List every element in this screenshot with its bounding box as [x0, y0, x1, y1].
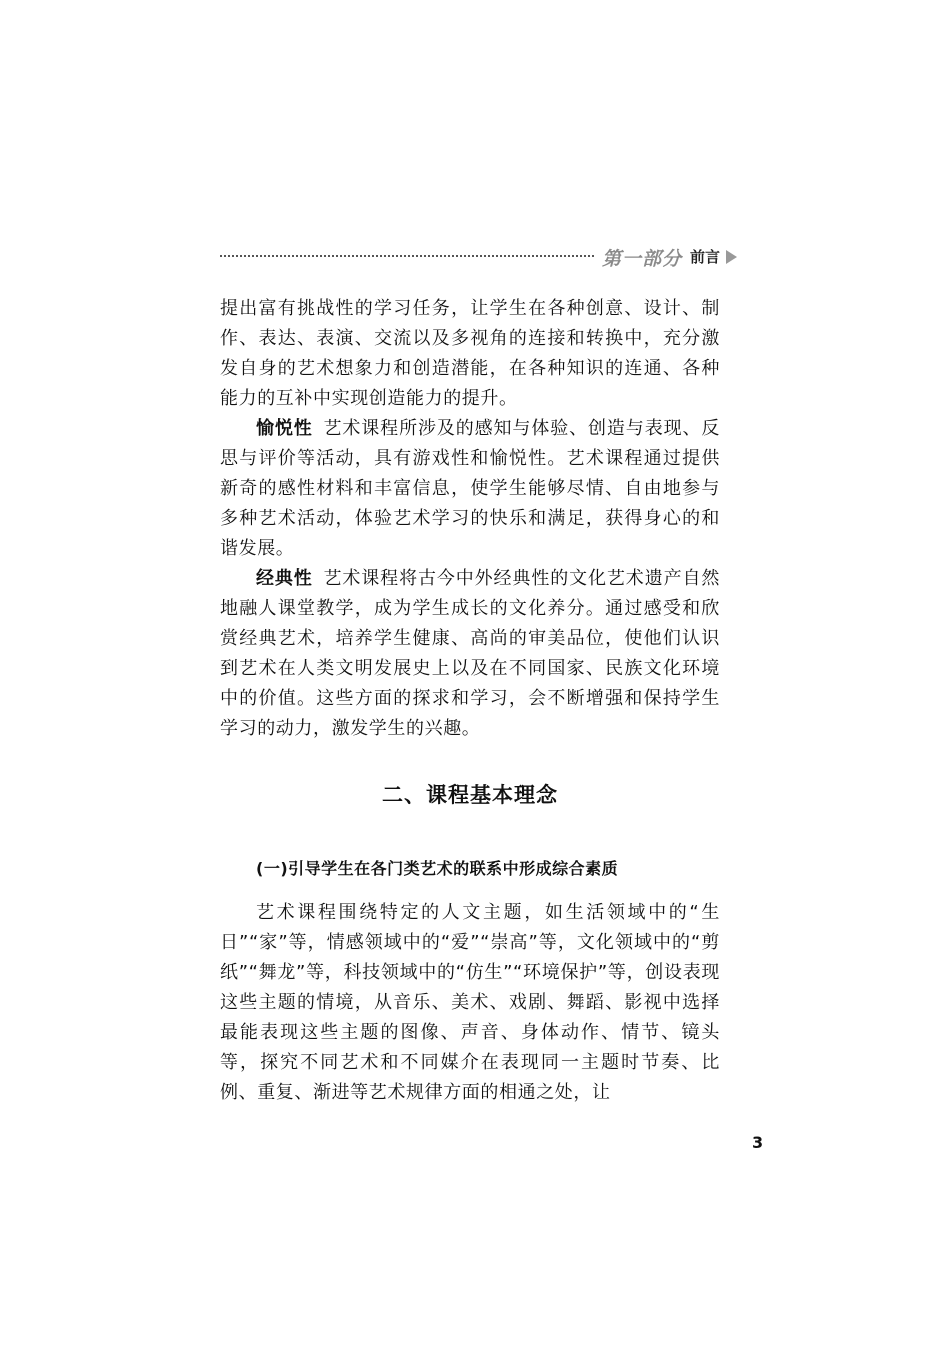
paragraph-1: 提出富有挑战性的学习任务，让学生在各种创意、设计、制作、表达、表演、交流以及多视角的连接和转换中，充分激发自身的艺术想象力和创造潜能，在各种知识的连通、各种能力的互补中实现创造能力的提升。 [220, 298, 720, 409]
triangle-marker-icon [726, 250, 737, 264]
paragraph-3 [220, 564, 720, 744]
subsection-heading: (一)引导学生在各门类艺术的联系中形成综合素质 [256, 859, 619, 878]
paragraph-2-text: 艺术课程所涉及的感知与体验、创造与表现、反思与评价等活动，具有游戏性和愉悦性。艺术课程通过提供新奇的感性材料和丰富信息，使学生能够尽情、自由地参与多种艺术活动，体验艺术学习的快乐和满足，获得身心的和谐发展。 [220, 418, 720, 559]
page-body [220, 294, 720, 1108]
paragraph-2 [220, 414, 720, 564]
running-header [220, 244, 740, 270]
paragraph-4: 艺术课程围绕特定的人文主题，如生活领域中的“生日”“家”等，情感领域中的“爱”“崇高”等，文化领域中的“剪纸”“舞龙”等，科技领域中的“仿生”“环境保护”等，创设表现这些主题的情境，从音乐、美术、戏剧、舞蹈、影视中选择最能表现这些主题的图像、声音、身体动作、情节、镜头等，探究不同艺术和不同媒介在表现同一主题时节奏、比例、重复、渐进等艺术规律方面的相通之处，让 [220, 902, 720, 1103]
term-yuyuexing: 愉悦性 [256, 418, 313, 439]
header-section-title: 前言 [690, 248, 721, 266]
paragraph-3-text: 艺术课程将古今中外经典性的文化艺术遗产自然地融人课堂教学，成为学生成长的文化养分。通过感受和欣赏经典艺术，培养学生健康、高尚的审美品位，使他们认识到艺术在人类文明发展史上以及在不同国家、民族文化环境中的价值。这些方面的探求和学习，会不断增强和保持学生学习的动力，激发学生的兴趣。 [220, 568, 720, 739]
section-heading: 二、课程基本理念 [382, 783, 558, 807]
term-jingdianxing: 经典性 [256, 568, 313, 589]
page-number: 3 [752, 1133, 764, 1152]
header-part-title: 第一部分 [602, 248, 683, 270]
header-dotted-rule [220, 255, 594, 257]
